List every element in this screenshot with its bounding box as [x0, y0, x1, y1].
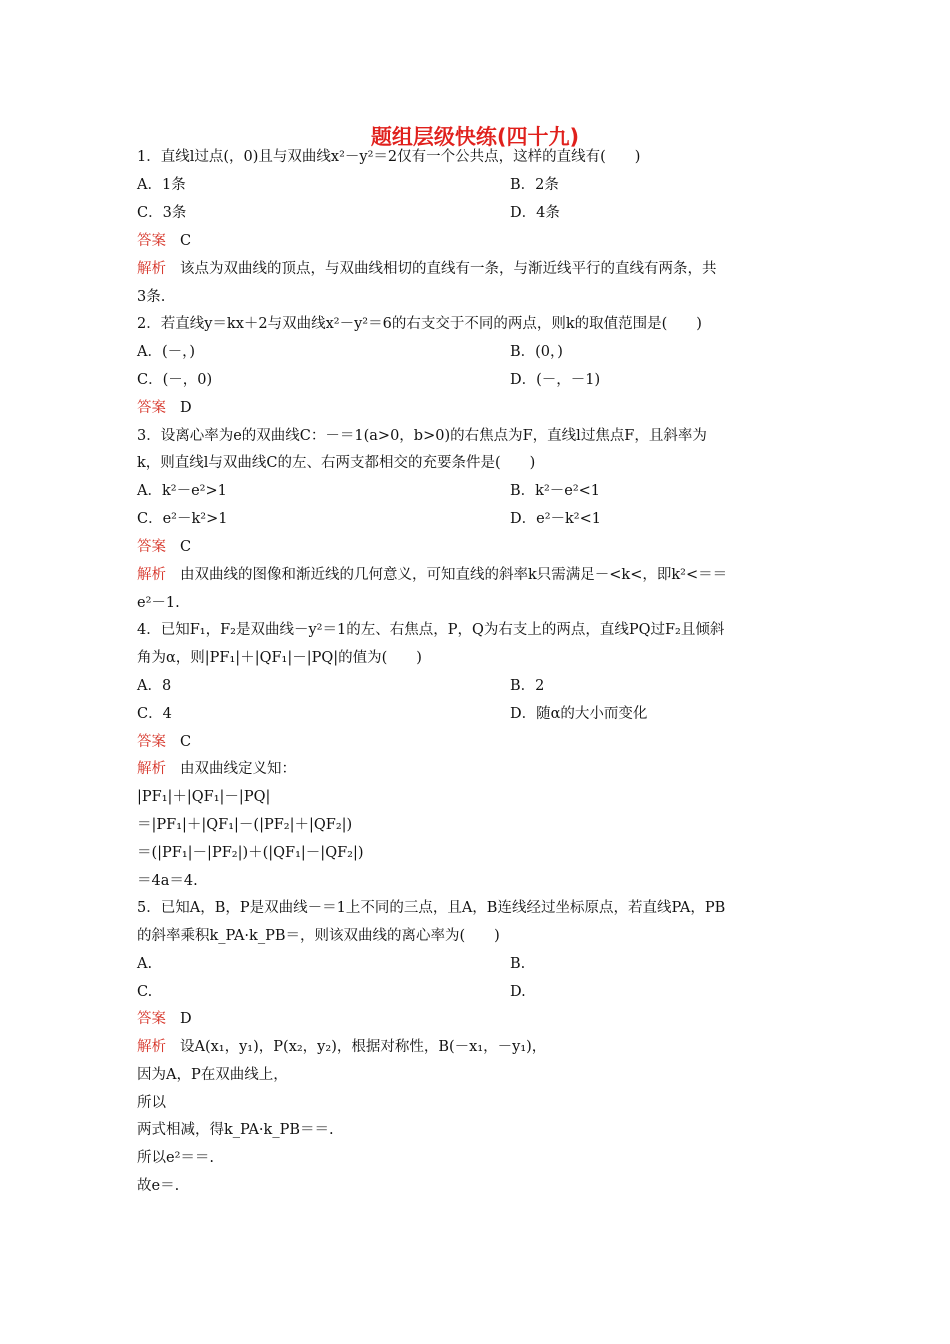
q5-option-b: B. — [510, 956, 526, 972]
q4-analysis-step: ＝(|PF₁|－|PF₂|)＋(|QF₁|－|QF₂|) — [137, 845, 364, 861]
q3-analysis — [137, 565, 817, 585]
analysis-text: 由双曲线的图像和渐近线的几何意义，可知直线的斜率k只需满足－<k<，即k²<＝＝ — [180, 567, 728, 583]
q1-option-a: A．1条 — [137, 177, 186, 193]
q3-option-c: C．e²－k²>1 — [137, 511, 228, 527]
q3-option-a: A．k²－e²>1 — [137, 483, 227, 499]
q5-stem-cont: 的斜率乘积k_PA·k_PB＝，则该双曲线的离心率为( ) — [137, 928, 500, 944]
q4-analysis — [137, 759, 817, 779]
answer-value: C — [180, 734, 192, 750]
q4-stem-cont: 角为α，则|PF₁|＋|QF₁|－|PQ|的值为( ) — [137, 650, 422, 666]
q1-answer — [137, 231, 817, 251]
q4-option-c: C．4 — [137, 706, 172, 722]
q4-stem: 4．已知F₁，F₂是双曲线－y²＝1的左、右焦点，P，Q为右支上的两点，直线PQ过F₂且倾斜 — [137, 622, 725, 638]
q5-analysis-step: 故e＝. — [137, 1178, 180, 1194]
q5-analysis-step: 所以e²＝＝. — [137, 1150, 215, 1166]
q4-option-d: D．随α的大小而变化 — [510, 706, 648, 722]
answer-tag: 答案 — [137, 400, 166, 416]
answer-value: C — [180, 539, 192, 555]
q5-analysis — [137, 1037, 817, 1057]
q4-answer — [137, 732, 817, 752]
q2-stem: 2．若直线y＝kx＋2与双曲线x²－y²＝6的右支交于不同的两点，则k的取值范围是( ) — [137, 316, 702, 332]
q1-option-d: D．4条 — [510, 205, 560, 221]
q5-analysis-step: 因为A，P在双曲线上， — [137, 1067, 288, 1083]
q5-stem: 5．已知A，B，P是双曲线－＝1上不同的三点，且A，B连线经过坐标原点，若直线PA，PB — [137, 900, 726, 916]
answer-tag: 答案 — [137, 734, 166, 750]
q5-answer — [137, 1009, 817, 1029]
q3-option-b: B．k²－e²<1 — [510, 483, 601, 499]
q3-option-d: D．e²－k²<1 — [510, 511, 601, 527]
q4-analysis-step: |PF₁|＋|QF₁|－|PQ| — [137, 789, 271, 805]
q2-option-c: C．(－，0) — [137, 372, 213, 388]
q4-option-b: B．2 — [510, 678, 545, 694]
answer-tag: 答案 — [137, 233, 166, 249]
answer-value: D — [180, 400, 192, 416]
q3-analysis-cont: e²－1. — [137, 595, 180, 611]
q5-analysis-step: 两式相减，得k_PA·k_PB＝＝. — [137, 1122, 334, 1138]
analysis-text: 设A(x₁，y₁)，P(x₂，y₂)，根据对称性，B(－x₁，－y₁)， — [180, 1039, 547, 1055]
q3-stem-cont: k，则直线l与双曲线C的左、右两支都相交的充要条件是( ) — [137, 455, 536, 471]
q5-option-a: A. — [137, 956, 153, 972]
q3-answer — [137, 537, 817, 557]
q5-option-d: D. — [510, 984, 526, 1000]
q1-option-b: B．2条 — [510, 177, 559, 193]
analysis-tag: 解析 — [137, 567, 166, 583]
q5-analysis-step: 所以 — [137, 1095, 166, 1111]
analysis-text: 该点为双曲线的顶点，与双曲线相切的直线有一条，与渐近线平行的直线有两条，共 — [180, 261, 717, 277]
analysis-tag: 解析 — [137, 761, 166, 777]
q4-analysis-step: ＝4a＝4. — [137, 873, 198, 889]
answer-value: C — [180, 233, 192, 249]
analysis-tag: 解析 — [137, 1039, 166, 1055]
analysis-text: 由双曲线定义知： — [180, 761, 296, 777]
q3-stem: 3．设离心率为e的双曲线C：－＝1(a>0，b>0)的右焦点为F，直线l过焦点F，且斜率为 — [137, 428, 707, 444]
answer-value: D — [180, 1011, 192, 1027]
q2-answer — [137, 398, 817, 418]
q2-option-a: A．(－，) — [137, 344, 196, 360]
q1-analysis — [137, 259, 817, 279]
analysis-tag: 解析 — [137, 261, 166, 277]
q5-option-c: C. — [137, 984, 153, 1000]
q2-option-d: D．(－，－1) — [510, 372, 601, 388]
q1-analysis-cont: 3条. — [137, 289, 166, 305]
answer-tag: 答案 — [137, 1011, 166, 1027]
q1-option-c: C．3条 — [137, 205, 187, 221]
q2-option-b: B．(0，) — [510, 344, 563, 360]
q4-analysis-step: ＝|PF₁|＋|QF₁|－(|PF₂|＋|QF₂|) — [137, 817, 353, 833]
page-title: 题组层级快练(四十九) — [370, 125, 580, 149]
q1-stem: 1．直线l过点(，0)且与双曲线x²－y²＝2仅有一个公共点，这样的直线有( ) — [137, 149, 641, 165]
q4-option-a: A．8 — [137, 678, 172, 694]
answer-tag: 答案 — [137, 539, 166, 555]
